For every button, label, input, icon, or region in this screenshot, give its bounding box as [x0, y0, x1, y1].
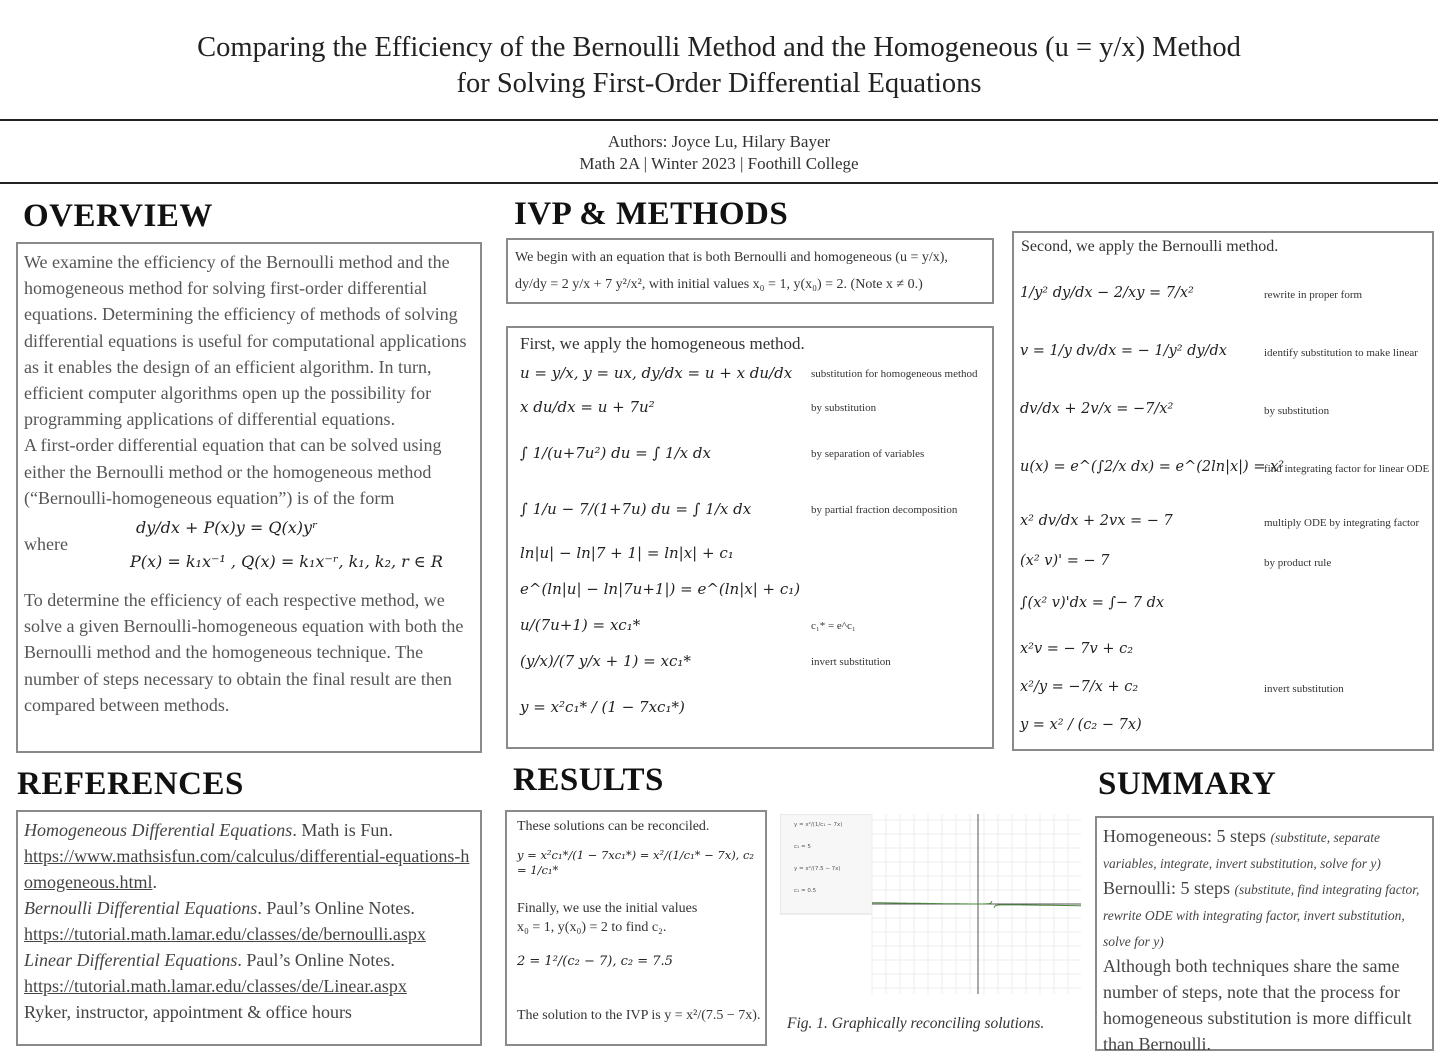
homogeneous-step-eq: u = y/x, y = ux, dy/dx = u + x du/dx	[520, 364, 793, 382]
reference-3-link[interactable]: https://tutorial.math.lamar.edu/classes/de/Linear.aspx	[24, 976, 407, 996]
reference-1	[24, 817, 474, 895]
references-heading: REFERENCES	[17, 766, 244, 802]
homogeneous-step-eq: u/(7u+1) = xc₁*	[520, 616, 641, 634]
references-box	[16, 810, 482, 1046]
bernoulli-step-eq: u(x) = e^(∫2/x dx) = e^(2ln|x|) = x²	[1020, 459, 1285, 475]
bernoulli-step-note: rewrite in proper form	[1264, 289, 1363, 301]
overview-para-3: To determine the efficiency of each respective method, we solve a given Bernoulli-homogeneous equation with both the Bernoulli method and the homogeneous technique. The number of steps necessary to obtain the final result are then compared between methods.	[24, 590, 464, 715]
reference-1-title: Homogeneous Differential Equations	[24, 820, 293, 840]
results-eq-1: y = x²c₁*/(1 − 7xc₁*) = x²/(1/c₁* − 7x), c₂ = 1/c₁*	[517, 848, 755, 877]
graph-expression-panel	[780, 814, 872, 914]
homogeneous-step-note: by partial fraction decomposition	[811, 504, 958, 516]
bernoulli-step-note: invert substitution	[1264, 683, 1344, 695]
bernoulli-step-eq: v = 1/y dv/dx = − 1/y² dy/dx	[1020, 343, 1227, 359]
summary-heading: SUMMARY	[1098, 766, 1277, 802]
results-line-3: x₀ = 1, y(x₀) = 2 to find c₂.	[517, 920, 667, 935]
ivp-heading: IVP & METHODS	[514, 196, 789, 232]
summary-bernoulli-detail: (substitute, find integrating factor, rewrite ODE with integrating factor, invert substitution, solve for y)	[1103, 882, 1420, 949]
bernoulli-step-note: by substitution	[1264, 405, 1330, 417]
bernoulli-step-eq: x² dv/dx + 2vx = − 7	[1020, 513, 1173, 529]
reference-1-tail: .	[152, 872, 157, 892]
reference-3	[24, 947, 474, 999]
reference-2-source: . Paul’s Online Notes.	[257, 898, 415, 918]
summary-bernoulli-label: Bernoulli: 5 steps	[1103, 878, 1235, 898]
results-line-1: These solutions can be reconciled.	[517, 819, 710, 834]
where-label: where	[24, 534, 68, 555]
homogeneous-box	[506, 326, 994, 749]
results-box	[505, 810, 767, 1046]
graph-svg	[780, 814, 1081, 994]
summary-homogeneous-detail: (substitute, separate variables, integrate, invert substitution, solve for y)	[1103, 830, 1381, 871]
summary-bernoulli	[1103, 875, 1426, 953]
overview-box	[16, 242, 482, 753]
bernoulli-step-eq: 1/y² dy/dx − 2/xy = 7/x²	[1020, 285, 1194, 301]
title-line-1: Comparing the Efficiency of the Bernoulli Method and the Homogeneous (u = y/x) Method	[197, 32, 1241, 63]
homogeneous-title: First, we apply the homogeneous method.	[520, 334, 805, 353]
graph-panel-entry: c₁ = 5	[794, 844, 811, 850]
bernoulli-title: Second, we apply the Bernoulli method.	[1021, 238, 1279, 255]
results-eq-2: 2 = 1²/(c₂ − 7), c₂ = 7.5	[517, 954, 673, 969]
homogeneous-step-eq: ∫ 1/(u+7u²) du = ∫ 1/x dx	[520, 444, 711, 462]
reference-2	[24, 895, 474, 947]
bernoulli-step-eq: (x² v)' = − 7	[1020, 553, 1110, 569]
graph-panel-entry: y = x²/(7.5 − 7x)	[794, 866, 841, 872]
poster-title	[0, 30, 1438, 102]
ivp-intro-a: We begin with an equation that is both Bernoulli and homogeneous (u = y/x),	[515, 250, 948, 265]
authors-block	[0, 131, 1438, 175]
summary-conclusion: Although both techniques share the same number of steps, note that the process for homogeneous substitution is more difficult than Bernoulli.	[1103, 956, 1412, 1054]
figure-caption: Fig. 1. Graphically reconciling solutions.	[787, 1015, 1045, 1032]
bernoulli-step-eq: x²/y = −7/x + c₂	[1020, 679, 1139, 695]
overview-formula	[24, 511, 474, 577]
bernoulli-step-note: by product rule	[1264, 557, 1332, 569]
reference-1-link[interactable]: https://www.mathsisfun.com/calculus/differential-equations-homogeneous.html	[24, 846, 470, 892]
authors-names: Authors: Joyce Lu, Hilary Bayer	[607, 132, 831, 151]
homogeneous-step-note: c₁* = e^c₁	[811, 620, 856, 632]
reference-2-link[interactable]: https://tutorial.math.lamar.edu/classes/de/bernoulli.aspx	[24, 924, 426, 944]
graph-panel-entry: y = x²/(1/c₁ − 7x)	[794, 822, 843, 828]
homogeneous-step-note: invert substitution	[811, 656, 891, 668]
overview-para-2: A first-order differential equation that can be solved using either the Bernoulli method or the homogeneous method (“Bernoulli-homogeneous equation”) is of the form	[24, 435, 442, 508]
reference-1-source: . Math is Fun.	[292, 820, 393, 840]
bernoulli-step-eq: y = x² / (c₂ − 7x)	[1020, 717, 1142, 733]
graph-panel-entry: c₁ = 0.5	[794, 888, 817, 894]
overview-para-1: We examine the efficiency of the Bernoulli method and the homogeneous method for solving first-order differential equations. Determining the efficiency of methods of solving differential equations is useful for computational applications as it enables the design of an efficient algorithm. In turn, efficient computer algorithms open up the possibility for programming applications of differential equations.	[24, 252, 467, 430]
graph-figure	[780, 814, 1081, 994]
bernoulli-step-note: identify substitution to make linear	[1264, 347, 1418, 359]
bernoulli-homogeneous-form: dy/dx + P(x)y = Q(x)yʳ	[136, 518, 318, 538]
summary-homogeneous	[1103, 823, 1426, 875]
summary-box	[1095, 816, 1434, 1054]
bernoulli-step-note: multiply ODE by integrating factor	[1264, 517, 1420, 529]
homogeneous-step-eq: (y/x)/(7 y/x + 1) = xc₁*	[520, 652, 691, 670]
course-info: Math 2A | Winter 2023 | Foothill College	[579, 154, 859, 173]
overview-heading: OVERVIEW	[23, 198, 213, 234]
homogeneous-step-eq: e^(ln|u| − ln|7u+1|) = e^(ln|x| + c₁)	[520, 580, 801, 598]
where-definitions: P(x) = k₁x⁻¹ , Q(x) = k₁x⁻ʳ, k₁, k₂, r ∈ R	[130, 552, 443, 572]
reference-3-title: Linear Differential Equations	[24, 950, 238, 970]
homogeneous-step-eq: x du/dx = u + 7u²	[520, 398, 655, 416]
homogeneous-step-note: substitution for homogeneous method	[811, 368, 978, 380]
summary-homogeneous-label: Homogeneous: 5 steps	[1103, 826, 1271, 846]
results-line-4: The solution to the IVP is y = x²/(7.5 − 7x).	[517, 1008, 761, 1023]
bernoulli-box	[1012, 231, 1434, 751]
divider-bottom	[0, 182, 1438, 184]
bernoulli-step-note: find integrating factor for linear ODE	[1264, 463, 1430, 475]
homogeneous-step-eq: y = x²c₁* / (1 − 7xc₁*)	[520, 698, 685, 716]
homogeneous-step-eq: ln|u| − ln|7 + 1| = ln|x| + c₁	[520, 544, 734, 562]
ivp-box	[506, 238, 994, 304]
results-line-2: Finally, we use the initial values	[517, 901, 698, 916]
results-heading: RESULTS	[513, 762, 664, 798]
reference-3-source: . Paul’s Online Notes.	[237, 950, 395, 970]
homogeneous-step-eq: ∫ 1/u − 7/(1+7u) du = ∫ 1/x dx	[520, 500, 752, 518]
ivp-intro-b: dy/dy = 2 y/x + 7 y²/x², with initial values x₀ = 1, y(x₀) = 2. (Note x ≠ 0.)	[515, 277, 923, 292]
bernoulli-step-eq: dv/dx + 2v/x = −7/x²	[1020, 401, 1174, 417]
bernoulli-step-eq: ∫(x² v)'dx = ∫− 7 dx	[1020, 595, 1165, 611]
homogeneous-step-note: by substitution	[811, 402, 877, 414]
homogeneous-step-note: by separation of variables	[811, 448, 925, 460]
title-line-2: for Solving First-Order Differential Equations	[456, 68, 982, 99]
reference-2-title: Bernoulli Differential Equations	[24, 898, 258, 918]
bernoulli-step-eq: x²v = − 7v + c₂	[1020, 641, 1134, 657]
divider-top	[0, 119, 1438, 121]
reference-4: Ryker, instructor, appointment & office hours	[24, 1002, 352, 1022]
